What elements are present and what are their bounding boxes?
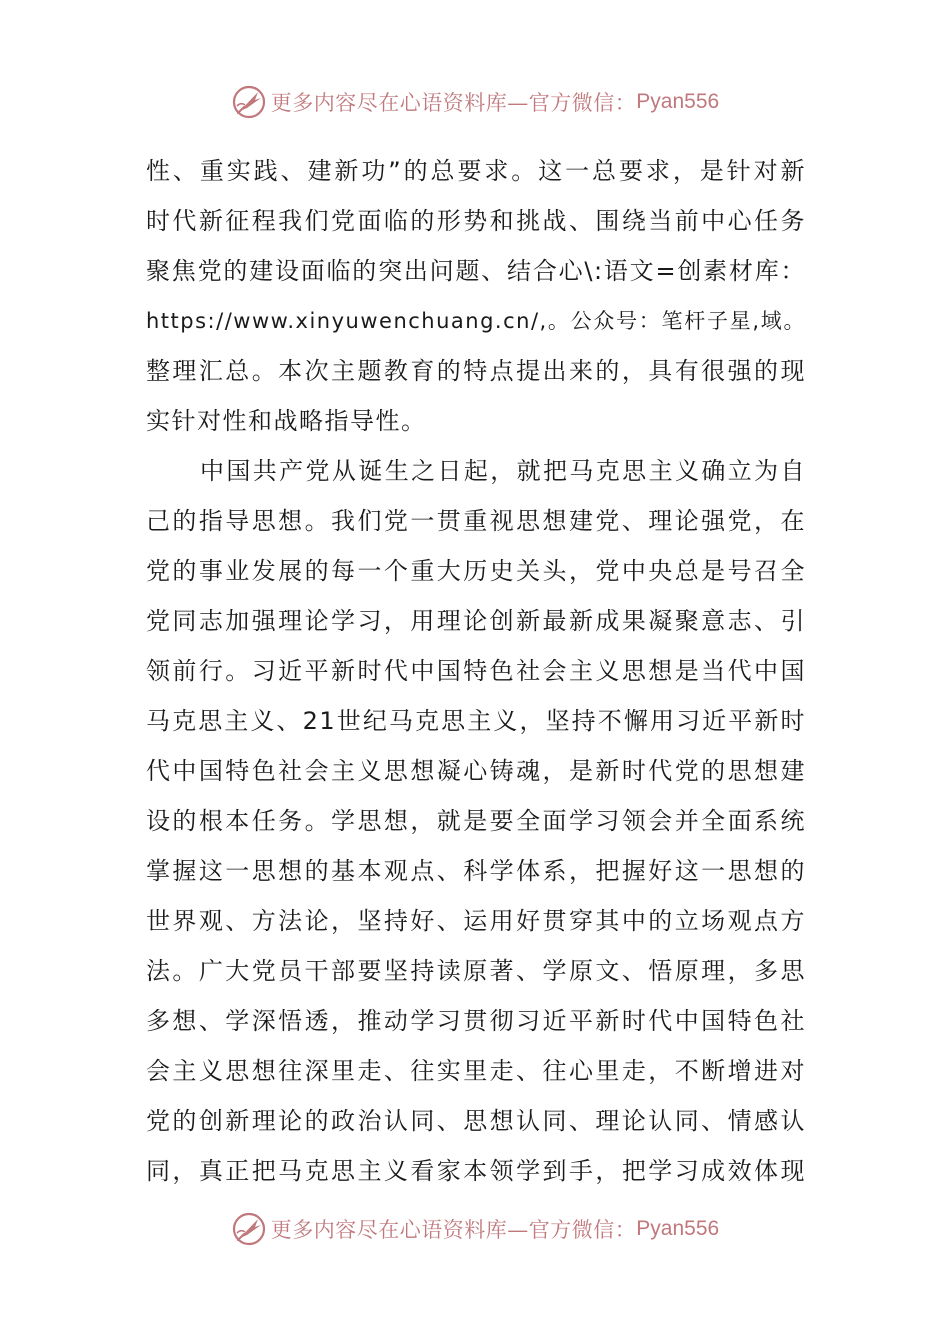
text-line: 党的事业发展的每一个重大历史关头，党中央总是号召全 bbox=[146, 557, 806, 585]
text-line: 中国共产党从诞生之日起，就把马克思主义确立为自 bbox=[200, 457, 806, 485]
text-line: 同，真正把马克思主义看家本领学到手，把学习成效体现 bbox=[146, 1157, 806, 1185]
text-line: 多想、学深悟透，推动学习贯彻习近平新时代中国特色社 bbox=[146, 1007, 806, 1035]
text-line: 己的指导思想。我们党一贯重视思想建党、理论强党，在 bbox=[146, 507, 806, 535]
text-line: 聚焦党的建设面临的突出问题、结合心\:语文=创素材库： bbox=[146, 257, 806, 285]
text-line: 法。广大党员干部要坚持读原著、学原文、悟原理，多思 bbox=[146, 957, 806, 985]
footer-banner bbox=[0, 1207, 950, 1251]
header-banner-text: 更多内容尽在心语资料库—官方微信： bbox=[270, 91, 637, 115]
text-line: 性、重实践、建新功”的总要求。这一总要求，是针对新 bbox=[146, 157, 806, 185]
text-line: 掌握这一思想的基本观点、科学体系，把握好这一思想的 bbox=[146, 857, 806, 885]
header-banner bbox=[0, 80, 950, 124]
document-body bbox=[146, 146, 806, 1196]
paragraph-2 bbox=[146, 446, 806, 1196]
text-line-url: https://www.xinyuwenchuang.cn/,。公众号：笔杆子星,域。 bbox=[146, 309, 806, 333]
text-line: 整理汇总。本次主题教育的特点提出来的，具有很强的现 bbox=[146, 357, 806, 385]
text-line: 马克思主义、21世纪马克思主义，坚持不懈用习近平新时 bbox=[146, 707, 806, 735]
text-line: 领前行。习近平新时代中国特色社会主义思想是当代中国 bbox=[146, 657, 806, 685]
paragraph-1 bbox=[146, 146, 806, 446]
text-line: 会主义思想往深里走、往实里走、往心里走，不断增进对 bbox=[146, 1057, 806, 1085]
quill-logo-icon bbox=[231, 84, 267, 120]
text-line: 设的根本任务。学思想，就是要全面学习领会并全面系统 bbox=[146, 807, 806, 835]
text-line: 时代新征程我们党面临的形势和挑战、围绕当前中心任务 bbox=[146, 207, 806, 235]
footer-banner-text: 更多内容尽在心语资料库—官方微信： bbox=[270, 1218, 637, 1242]
quill-logo-icon bbox=[231, 1211, 267, 1247]
text-line: 世界观、方法论，坚持好、运用好贯穿其中的立场观点方 bbox=[146, 907, 806, 935]
text-line: 党同志加强理论学习，用理论创新最新成果凝聚意志、引 bbox=[146, 607, 806, 635]
text-line: 党的创新理论的政治认同、思想认同、理论认同、情感认 bbox=[146, 1107, 806, 1135]
text-line: 实针对性和战略指导性。 bbox=[146, 407, 427, 435]
footer-banner-wechat-id: Pyan556 bbox=[636, 1217, 720, 1240]
text-line: 代中国特色社会主义思想凝心铸魂，是新时代党的思想建 bbox=[146, 757, 806, 785]
header-banner-wechat-id: Pyan556 bbox=[636, 90, 720, 113]
